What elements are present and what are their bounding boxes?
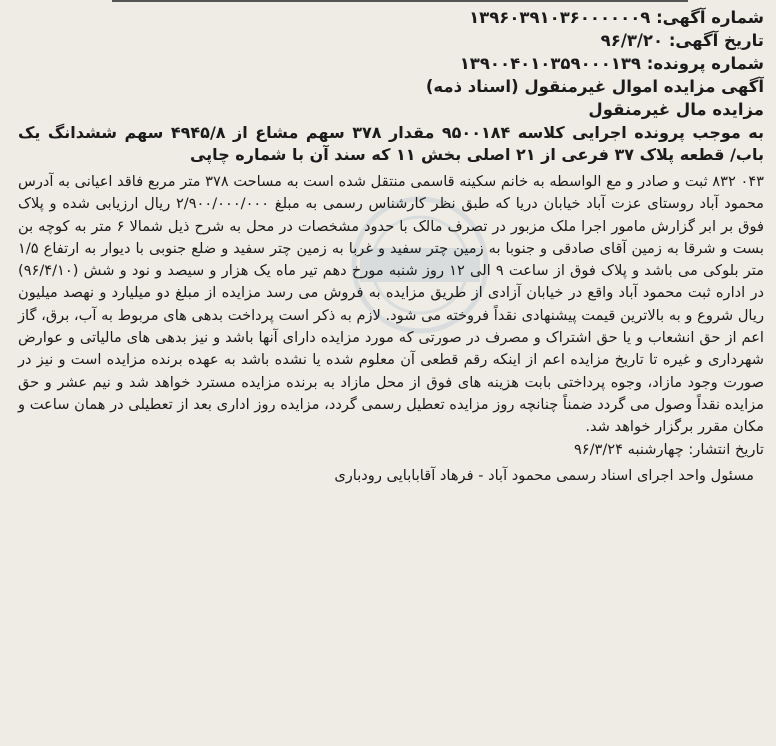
auction-notice [18,6,764,740]
body-paragraph: ۰۴۳ ۸۳۲ ثبت و صادر و مع الواسطه به خانم سکینه قاسمی منتقل شده است به مساحت ۳۷۸ متر مربع فاقد اعیانی به آدرس محمود آباد روستای عزت آباد خیابان دریا که طبق نظر کارشناس رسمی به مبلغ ۲/۹۰۰/۰۰۰/۰۰۰ ریال ارزیابی شده و پلاک فوق بر ابر گزارش مامور اجرا ملک مزبور در تصرف مالک با حدود مشخصات در محل به شرح ذیل شمالا ۶ متر به کوچه بن بست و شرقا به زمین آقای صادقی و جنوبا به زمین چتر سفید و غربا به زمین چتر سفید و ضلع جنوبی با دیوار به ارتفاع ۱/۵ متر بلوکی می باشد و پلاک فوق از ساعت ۹ الی ۱۲ روز شنبه مورخ دهم تیر ماه یک هزار و سیصد و نود و شش (۹۶/۴/۱۰) در اداره ثبت محمود آباد واقع در خیابان آزادی از طریق مزایده به فروش می رسد مزایده از مبلغ دو میلیارد و نهصد میلیون ریال شروع و به بالاترین قیمت پیشنهادی نقداً فروخته می شود. لازم به ذکر است پرداخت بدهی های مربوط به آب، برق، گاز اعم از حق انشعاب و یا حق اشتراک و مصرف در صورتی که مورد مزایده دارای آنها باشد و نیز بدهی های مالیاتی و عوارض شهرداری و غیره تا تاریخ مزایده اعم از اینکه رقم قطعی آن معلوم شده یا نشده باشد به عهده برنده مزایده است و نیز در صورت وجود مازاد، وجوه پرداختی بابت هزینه های فوق از محل مازاد به برنده مزایده مسترد خواهد شد و نیم عشر و حق مزایده نقداً وصول می گردد ضمناً چنانچه روز مزایده تعطیل رسمی گردد، مزایده روز اداری بعد از تعطیلی در همان ساعت و مکان مقرر برگزار خواهد شد. [18,173,764,436]
case-number: شماره پرونده: ۱۳۹۰۰۴۰۱۰۳۵۹۰۰۰۱۳۹ [459,54,764,73]
ad-number: شماره آگهی: ۱۳۹۶۰۳۹۱۰۳۶۰۰۰۰۰۰۹ [469,8,764,27]
notice-title: آگهی مزایده اموال غیرمنقول (اسناد ذمه) [425,77,764,96]
publish-date: تاریخ انتشار: چهارشنبه ۹۶/۳/۲۴ [573,440,764,458]
signature-line: مسئول واحد اجرای اسناد رسمی محمود آباد - فرهاد آقابابایی رودباری [334,466,754,484]
notice-subtitle: مزایده مال غیرمنقول [588,100,764,119]
top-border-rule [112,0,688,2]
ad-date: تاریخ آگهی: ۹۶/۳/۲۰ [600,31,764,50]
intro-paragraph: به موجب پرونده اجرایی کلاسه ۹۵۰۰۱۸۴ مقدار ۳۷۸ سهم مشاع از ۴۹۴۵/۸ سهم ششدانگ یک باب/ قطعه پلاک ۳۷ فرعی از ۲۱ اصلی بخش ۱۱ که سند آن با شماره چاپی [18,123,765,164]
